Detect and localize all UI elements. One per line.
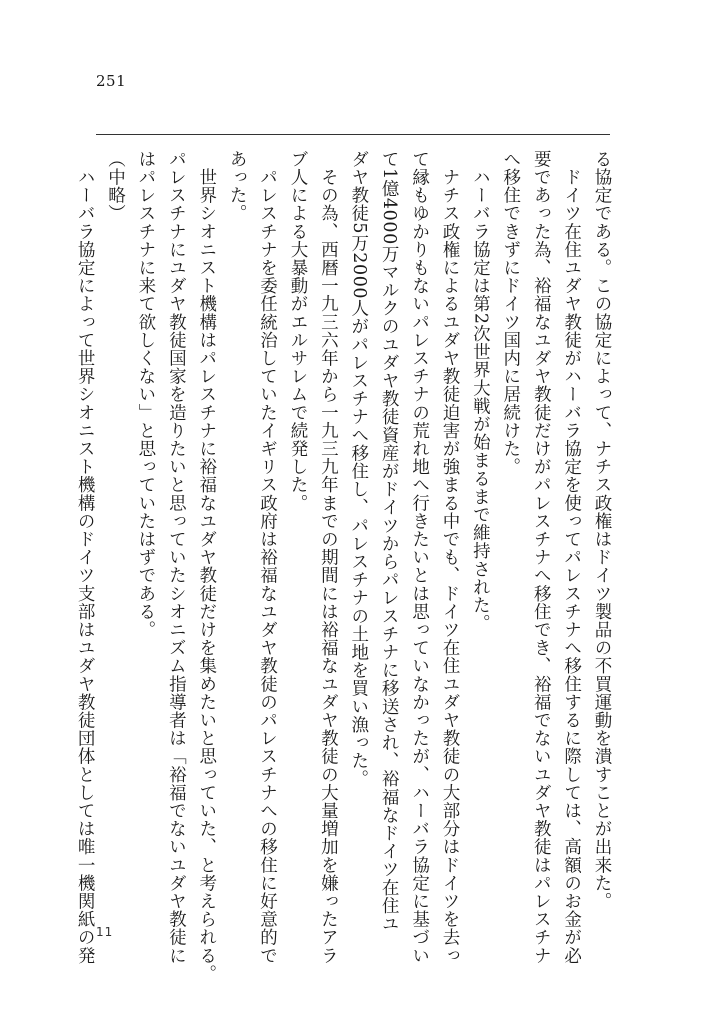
text-line: て縁もゆかりもないパレスチナの荒れ地へ行きたいとは思っていなかったが、ハーバラ協定に基づい: [409, 150, 430, 965]
footer-page-number: 11: [96, 925, 114, 939]
text-line: はパレスチナに来て欲しくない」と思っていたはずである。: [135, 150, 156, 639]
text-line: パレスチナにユダヤ教徒国家を造りたいと思っていたシオニズム指導者は「裕福でないユダヤ教徒に: [166, 150, 187, 965]
text-line: パレスチナを委任統治していたイギリス政府は裕福なユダヤ教徒のパレスチナへの移住に好意的で: [257, 150, 278, 965]
text-line: ハーバラ協定は第2次世界大戦が始まるまで維持された。: [470, 150, 491, 633]
text-line: ナチス政権によるユダヤ教徒迫害が強まる中でも、ドイツ在住ユダヤ教徒の大部分はドイツを去っ: [439, 150, 460, 965]
text-line: その為、西暦一九三六年から一九三九年までの期間には裕福なユダヤ教徒の大量増加を嫌ったアラ: [318, 150, 339, 965]
text-line: ダヤ教徒5万2000人がパレスチナへ移住し、パレスチナの土地を買い漁った。: [348, 150, 369, 788]
text-line: ハーバラ協定によって世界シオニスト機構のドイツ支部はユダヤ教徒団体としては唯一機関紙の発: [75, 150, 96, 965]
text-line: あった。: [227, 150, 248, 223]
text-line: ドイツ在住ユダヤ教徒がハーバラ協定を使ってパレスチナへ移住するに際しては、高額のお金が必: [561, 150, 582, 965]
text-line: 要であった為、裕福なユダヤ教徒だけがパレスチナへ移住でき、裕福でないユダヤ教徒はパレスチナ: [531, 150, 552, 965]
header-divider: [96, 134, 610, 135]
text-line: へ移住できずにドイツ国内に居続けた。: [500, 150, 521, 476]
text-line: （中略）: [105, 150, 126, 223]
text-line: ブ人による大暴動がエルサレムで続発した。: [287, 150, 308, 512]
text-line: て1億4000万マルクのユダヤ教徒資産がドイツからパレスチナに移送され、裕福なドイツ在住ユ: [379, 150, 400, 933]
header-page-number: 251: [96, 72, 127, 90]
text-line: る協定である。この協定によって、ナチス政権はドイツ製品の不買運動を潰すことが出来た。: [592, 150, 612, 911]
text-line: 世界シオニスト機構はパレスチナに裕福なユダヤ教徒だけを集めたいと思っていた、と考えられる。: [196, 150, 217, 983]
